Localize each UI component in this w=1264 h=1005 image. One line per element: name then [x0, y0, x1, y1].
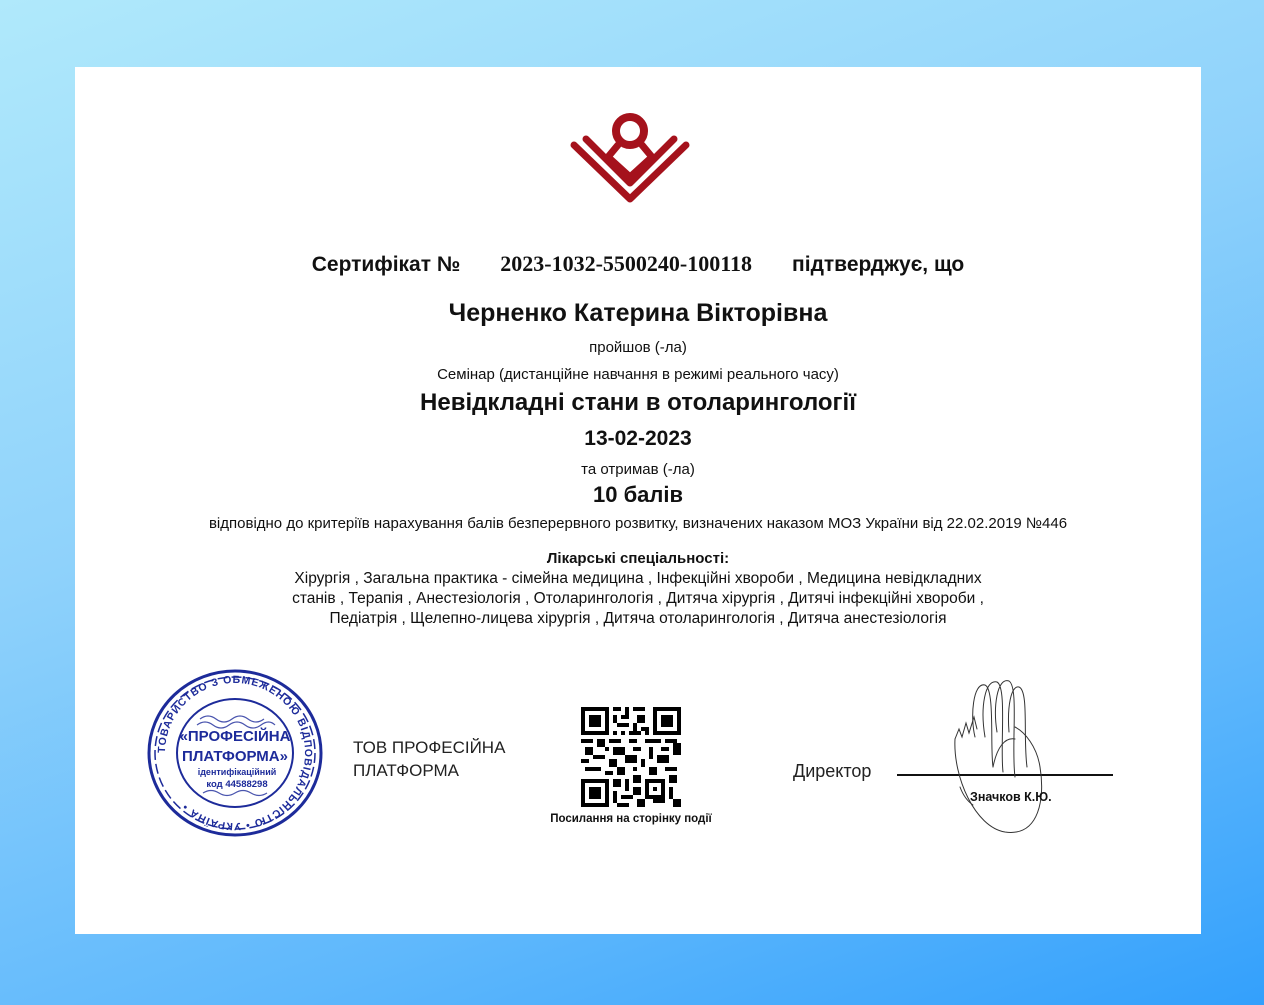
director-label: Директор — [793, 761, 872, 781]
points-awarded: 10 балів — [592, 482, 684, 507]
qr-code-icon[interactable] — [581, 707, 681, 807]
specialties-heading: Лікарські спеціальності: — [546, 550, 730, 567]
event-date: 13-02-2023 — [584, 427, 692, 450]
criteria-text: відповідно до критеріїв нарахування балів безперервного розвитку, визначених наказом МОЗ України від 22.02.2019 №446 — [208, 515, 1068, 532]
svg-text:ідентифікаційний: ідентифікаційний — [197, 767, 277, 777]
signer-name: Значков К.Ю. — [970, 790, 1052, 804]
organization-line-1: ТОВ ПРОФЕСІЙНА — [353, 738, 506, 757]
certificate-number: 2023-1032-5500240-100118 — [500, 251, 753, 276]
recipient-name: Черненко Катерина Вікторівна — [448, 299, 828, 327]
qr-caption: Посилання на сторінку події — [550, 813, 712, 825]
svg-text:ПЛАТФОРМА»: ПЛАТФОРМА» — [182, 748, 288, 765]
svg-text:ТОВАРИСТВО З ОБМЕЖЕНОЮ ВІДПОВІ: ТОВАРИСТВО З ОБМЕЖЕНОЮ ВІДПОВІДАЛЬНІСТЮ • УКРАЇНА • — [155, 673, 315, 833]
confirms-text: підтверджує, що — [792, 253, 965, 276]
certificate-number-line — [75, 251, 1201, 277]
passed-label: пройшов (-ла) — [589, 339, 687, 356]
official-stamp-icon — [145, 667, 325, 839]
certificate-label: Сертифікат № — [311, 253, 461, 276]
received-label: та отримав (-ла) — [581, 461, 695, 478]
svg-text:«ПРОФЕСІЙНА: «ПРОФЕСІЙНА — [179, 728, 291, 745]
specialties-list: Хірургія , Загальна практика - сімейна медицина , Інфекційні хвороби , Медицина невідкладних станів , Терапія , Анестезіологія , Отоларингологія , Дитяча хірургія , Дитячі інфекційні хвороби , Педіатрія , Щелепно-лицева хірургія , Дитяча отоларингологія , Дитяча анестезіологія — [292, 570, 984, 627]
organization-line-2: ПЛАТФОРМА — [353, 761, 460, 780]
certificate-card — [75, 67, 1201, 934]
professional-platform-logo-icon — [570, 99, 690, 209]
event-title: Невідкладні стани в отоларингології — [420, 389, 856, 416]
event-type: Семінар (дистанційне навчання в режимі реального часу) — [437, 366, 839, 383]
signature-icon — [945, 677, 1065, 837]
organization-name — [353, 736, 505, 782]
svg-text:код 44588298: код 44588298 — [206, 779, 268, 790]
